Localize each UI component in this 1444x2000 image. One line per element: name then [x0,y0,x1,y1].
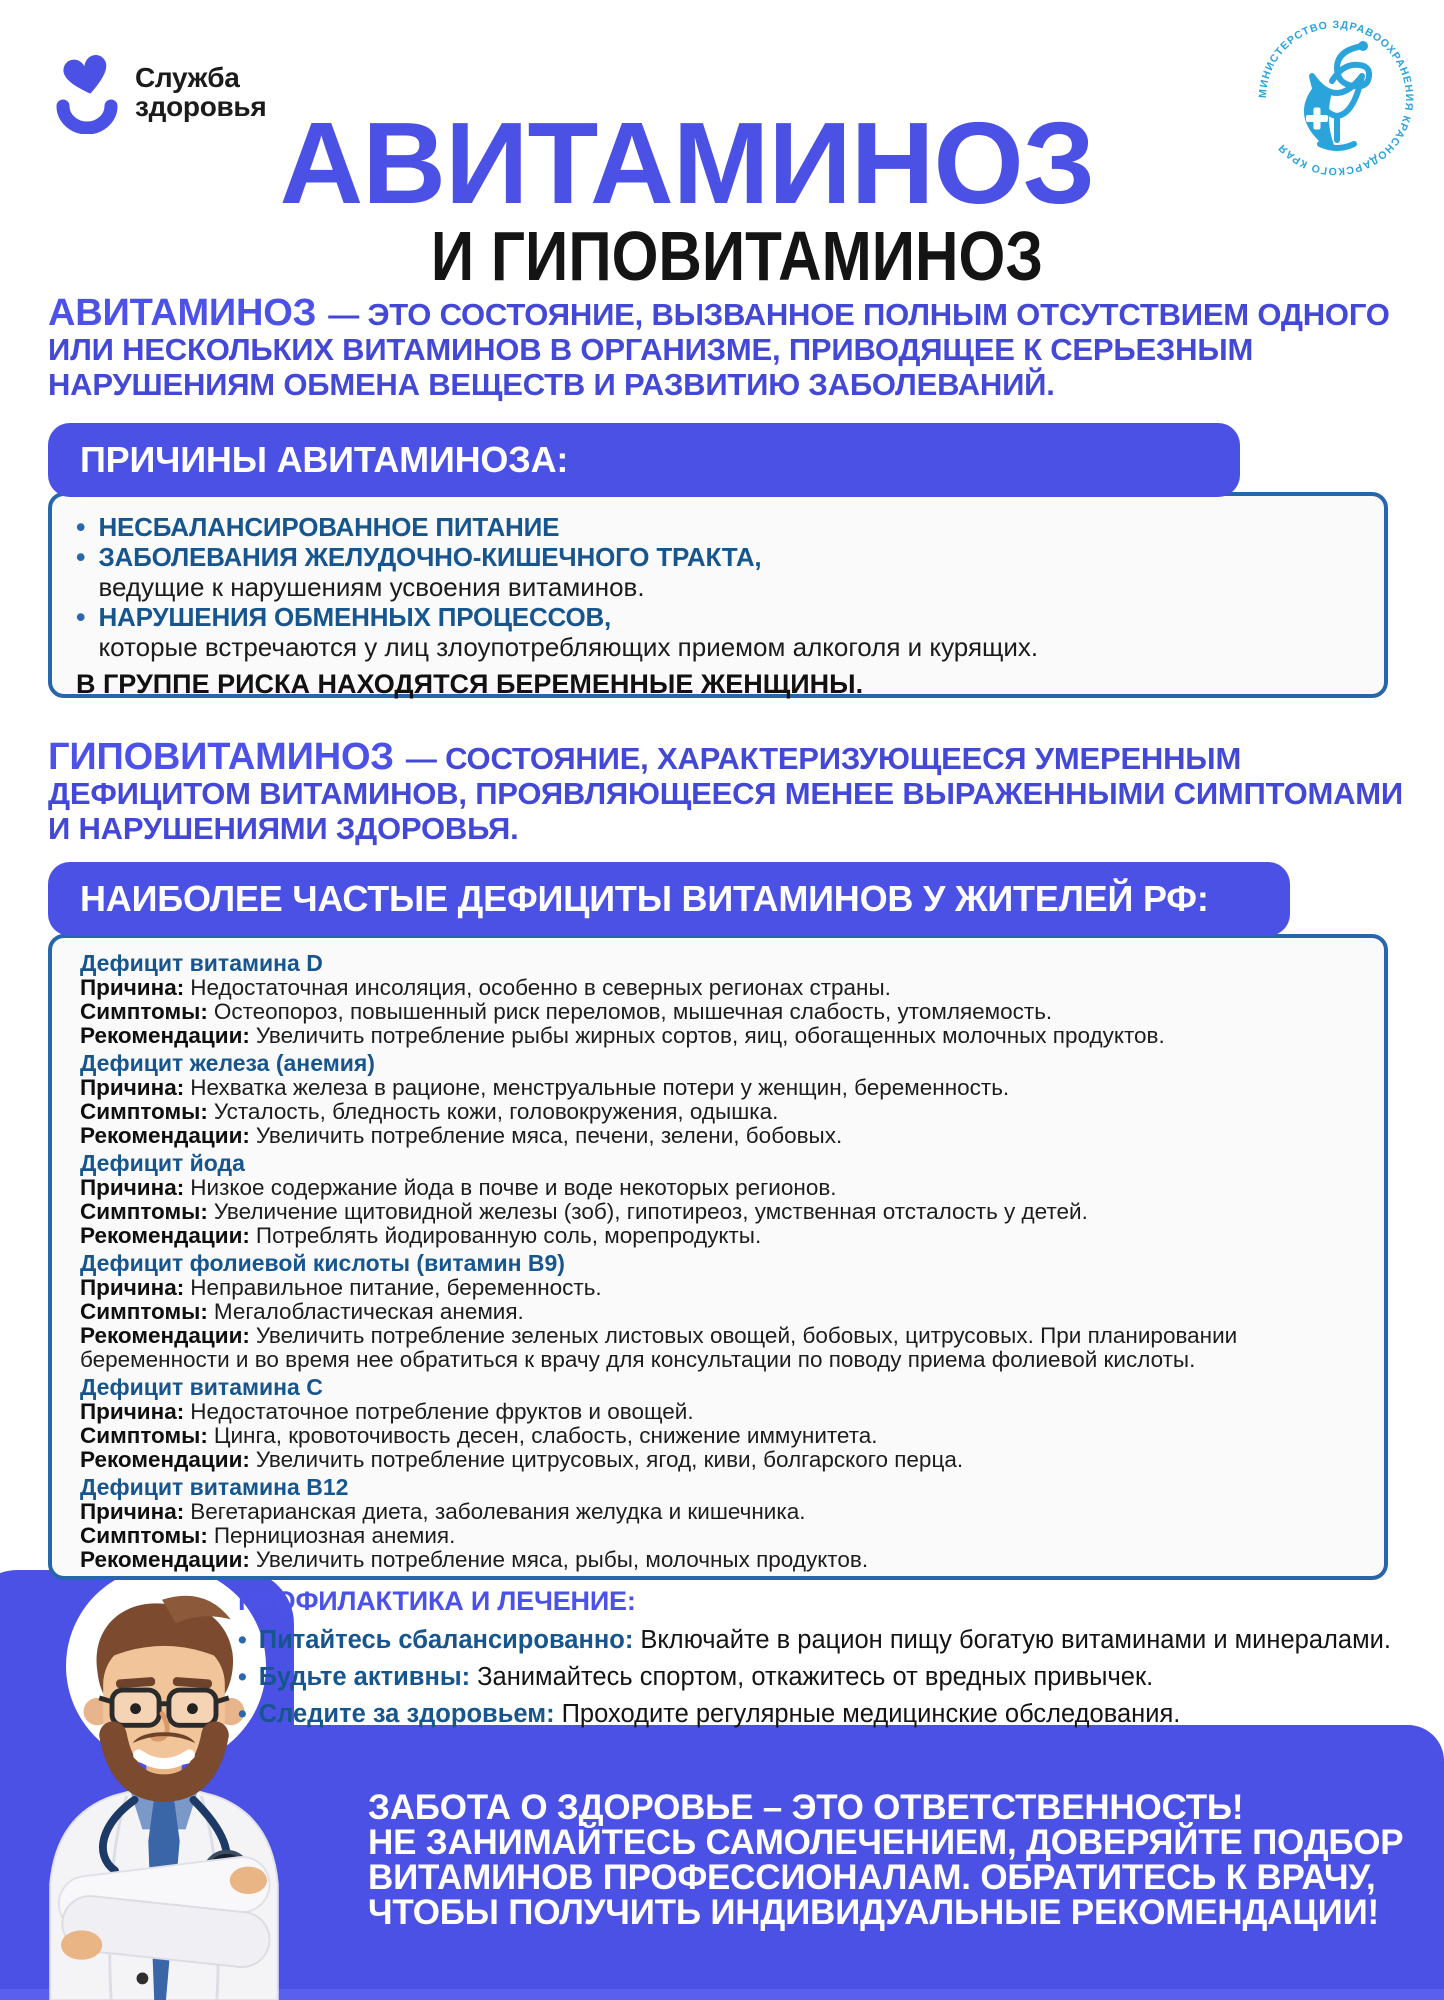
deficit-row [80,1200,1362,1224]
row-text: Увеличить потребление рыбы жирных сортов, яиц, обогащенных молочных продуктов. [255,1023,1165,1048]
avitaminosis-definition [48,292,1413,402]
bullet-icon: • [238,1700,247,1728]
row-text: Нехватка железа в рационе, менструальные потери у женщин, беременность. [190,1075,1010,1100]
deficits-section-header: НАИБОЛЕЕ ЧАСТЫЕ ДЕФИЦИТЫ ВИТАМИНОВ У ЖИТЕЛЕЙ РФ: [48,862,1290,936]
hypovitaminosis-definition [48,736,1413,846]
deficit-row [80,1024,1362,1048]
row-text: Неправильное питание, беременность. [190,1275,602,1300]
row-label: Рекомендации: [80,1223,250,1248]
prevention-header: ПРОФИЛАКТИКА И ЛЕЧЕНИЕ: [238,1586,636,1616]
ministry-circle-text: МИНИСТЕРСТВО ЗДРАВООХРАНЕНИЯ КРАСНОДАРСКОГО КРАЯ [1256,19,1416,178]
row-label: Причина: [80,1075,185,1100]
deficit-title: Дефицит витамина B12 [80,1474,349,1500]
row-text: Увеличить потребление мяса, печени, зелени, бобовых. [255,1123,843,1148]
row-label: Рекомендации: [80,1023,250,1048]
definition-lead: АВИТАМИНОЗ [48,292,317,334]
cause-head: НЕСБАЛАНСИРОВАННОЕ ПИТАНИЕ [98,512,560,542]
cause-head: НАРУШЕНИЯ ОБМЕННЫХ ПРОЦЕССОВ, [98,602,612,632]
row-label: Симптомы: [80,1523,208,1548]
row-text: Увеличить потребление цитрусовых, ягод, киви, болгарского перца. [255,1447,964,1472]
list-item [238,1625,1408,1655]
page-subtitle: И ГИПОВИТАМИНОЗ [430,217,1044,295]
hypo-text: — СОСТОЯНИЕ, ХАРАКТЕРИЗУЮЩЕЕСЯ УМЕРЕННЫМ ДЕФИЦИТОМ ВИТАМИНОВ, ПРОЯВЛЯЮЩЕЕСЯ МЕНЕЕ ВЫРАЖЕННЫМИ СИМПТОМАМИ И НАРУШЕНИЯМИ ЗДОРОВЬЯ. [48,741,1404,846]
risk-note: В ГРУППЕ РИСКА НАХОДЯТСЯ БЕРЕМЕННЫЕ ЖЕНЩИНЫ. [76,669,864,699]
deficit-title: Дефицит железа (анемия) [80,1050,375,1076]
row-label: Причина: [80,1399,185,1424]
list-item [76,542,1362,602]
hypo-lead: ГИПОВИТАМИНОЗ [48,736,394,778]
row-label: Симптомы: [80,1423,208,1448]
bullet-icon: • [76,542,86,572]
row-text: Пернициозная анемия. [213,1523,456,1548]
row-text: Усталость, бледность кожи, головокружения, одышка. [213,1099,779,1124]
row-label: Симптомы: [80,1299,208,1324]
banner-line: НЕ ЗАНИМАЙТЕСЬ САМОЛЕЧЕНИЕМ, ДОВЕРЯЙТЕ ПОДБОР [368,1823,1404,1862]
list-item [76,512,1362,542]
definition-text: — ЭТО СОСТОЯНИЕ, ВЫЗВАННОЕ ПОЛНЫМ ОТСУТСТВИЕМ ОДНОГО ИЛИ НЕСКОЛЬКИХ ВИТАМИНОВ В ОРГАНИЗМЕ, ПРИВОДЯЩЕЕ К СЕРЬЕЗНЫМ НАРУШЕНИЯМ ОБМЕНА ВЕЩЕСТВ И РАЗВИТИЮ ЗАБОЛЕВАНИЙ. [48,297,1390,402]
row-text: Низкое содержание йода в почве и воде некоторых регионов. [190,1175,837,1200]
deficit-entry [80,1375,1362,1472]
cause-sub: ведущие к нарушениям усвоения витаминов. [98,572,645,602]
deficit-title: Дефицит витамина D [80,950,323,976]
row-text: Недостаточное потребление фруктов и овощей. [190,1399,694,1424]
row-label: Причина: [80,1499,185,1524]
prevention-text: Включайте в рацион пищу богатую витаминами и минералами. [640,1626,1391,1654]
deficit-row [80,1448,1362,1472]
page-title: АВИТАМИНОЗ [279,98,1095,228]
prevention-lead: Питайтесь сбалансированно: [258,1626,634,1654]
deficit-title: Дефицит витамина C [80,1374,323,1400]
deficit-row [80,1500,1362,1524]
row-text: Недостаточная инсоляция, особенно в северных регионах страны. [190,975,891,1000]
cause-sub: которые встречаются у лиц злоупотребляющих приемом алкоголя и курящих. [98,632,1039,662]
row-label: Причина: [80,1275,185,1300]
deficit-entry [80,951,1362,1048]
deficit-row [80,1224,1362,1248]
deficit-entry [80,1251,1362,1372]
row-label: Причина: [80,1175,185,1200]
brand-line1: Служба [135,61,240,93]
deficit-row [80,1124,1362,1148]
row-text: Вегетарианская диета, заболевания желудка и кишечника. [190,1499,806,1524]
deficit-entry [80,1475,1362,1572]
row-text: Остеопороз, повышенный риск переломов, мышечная слабость, утомляемость. [213,999,1053,1024]
row-label: Рекомендации: [80,1123,250,1148]
cause-head: ЗАБОЛЕВАНИЯ ЖЕЛУДОЧНО-КИШЕЧНОГО ТРАКТА, [98,542,762,572]
bullet-icon: • [76,512,86,542]
deficit-row [80,1524,1362,1548]
row-text: Увеличение щитовидной железы (зоб), гипотиреоз, умственная отсталость у детей. [213,1199,1088,1224]
deficit-row [80,1176,1362,1200]
deficit-row [80,1300,1362,1324]
prevention-lead: Следите за здоровьем: [258,1700,555,1728]
deficit-row [80,1100,1362,1124]
bullet-icon: • [238,1663,247,1691]
deficit-row [80,1548,1362,1572]
deficit-row [80,1400,1362,1424]
deficit-entry [80,1051,1362,1148]
banner-line: ЗАБОТА О ЗДОРОВЬЕ – ЭТО ОТВЕТСТВЕННОСТЬ! [368,1788,1244,1827]
row-text: Потреблять йодированную соль, морепродукты. [255,1223,762,1248]
row-label: Рекомендации: [80,1447,250,1472]
bullet-icon: • [238,1626,247,1654]
list-item [238,1662,1408,1692]
row-label: Симптомы: [80,1099,208,1124]
deficit-row [80,976,1362,1000]
deficit-row [80,1324,1362,1372]
row-label: Причина: [80,975,185,1000]
row-text: Увеличить потребление мяса, рыбы, молочных продуктов. [255,1547,869,1572]
brand-line2: здоровья [135,91,267,122]
banner-message [368,1790,1403,1930]
deficit-row [80,1424,1362,1448]
deficit-row [80,1000,1362,1024]
list-item [76,602,1362,662]
bullet-icon: • [76,602,86,632]
prevention-text: Занимайтесь спортом, откажитесь от вредных привычек. [477,1663,1154,1691]
prevention-lead: Будьте активны: [258,1663,471,1691]
deficit-row [80,1076,1362,1100]
row-label: Рекомендации: [80,1547,250,1572]
row-label: Симптомы: [80,1199,208,1224]
row-label: Рекомендации: [80,1323,250,1348]
deficit-entry [80,1151,1362,1248]
banner-line: ВИТАМИНОВ ПРОФЕССИОНАЛАМ. ОБРАТИТЕСЬ К ВРАЧУ, [368,1858,1376,1897]
deficit-title: Дефицит фолиевой кислоты (витамин B9) [80,1250,565,1276]
row-text: Цинга, кровоточивость десен, слабость, снижение иммунитета. [213,1423,878,1448]
banner-line: ЧТОБЫ ПОЛУЧИТЬ ИНДИВИДУАЛЬНЫЕ РЕКОМЕНДАЦИИ! [368,1893,1379,1932]
deficit-title: Дефицит йода [80,1150,245,1176]
list-item [238,1699,1408,1729]
row-label: Симптомы: [80,999,208,1024]
row-text: Мегалобластическая анемия. [213,1299,524,1324]
causes-section-header: ПРИЧИНЫ АВИТАМИНОЗА: [48,423,1240,497]
causes-panel [48,492,1388,698]
deficits-panel [48,934,1388,1580]
prevention-section [238,1586,1408,1736]
row-text: Увеличить потребление зеленых листовых овощей, бобовых, цитрусовых. При планировании беременности и во время нее обратиться к врачу для консультации по поводу приема фолиевой кислоты. [80,1323,1238,1372]
deficit-row [80,1276,1362,1300]
prevention-text: Проходите регулярные медицинские обследования. [561,1700,1181,1728]
